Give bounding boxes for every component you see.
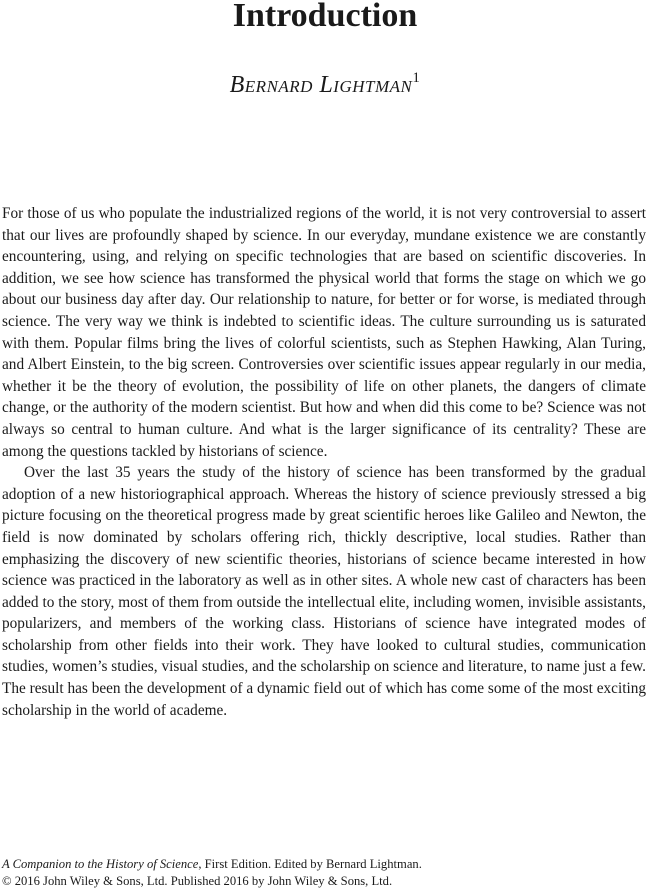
- chapter-title: Introduction: [232, 0, 418, 34]
- edition-line: [2, 856, 642, 873]
- chapter-body: [2, 203, 646, 721]
- author-name: Bernard Lightman: [229, 72, 413, 98]
- edition-note: , First Edition. Edited by Bernard Lightman.: [198, 857, 422, 871]
- footnote-marker: 1: [412, 70, 421, 86]
- body-paragraph-1: For those of us who populate the industrialized regions of the world, it is not very controversial to assert that our lives are profoundly shaped by science. In our everyday, mundane existence we are constantly encountering, using, and relying on specific technologies that are based on scientific discoveries. In addition, we see how science has transformed the physical world that forms the stage on which we go about our business day after day. Our relationship to nature, for better or for worse, is mediated through science. The very way we think is indebted to scientific ideas. The culture surrounding us is saturated with them. Popular films bring the lives of colorful scientists, such as Stephen Hawking, Alan Turing, and Albert Einstein, to the big screen. Controversies over scientific issues appear regularly in our media, whether it be the theory of evolution, the possibility of life on other planets, the dangers of climate change, or the authority of the modern scientist. But how and when did this come to be? Science was not always so central to human culture. And what is the larger significance of its centrality? These are among the questions tackled by historians of science.: [2, 205, 646, 460]
- publication-footer: [2, 856, 642, 890]
- copyright-line: © 2016 John Wiley & Sons, Ltd. Published 2016 by John Wiley & Sons, Ltd.: [2, 874, 393, 888]
- chapter-author: [0, 70, 650, 100]
- body-paragraph-2: Over the last 35 years the study of the history of science has been transformed by the gradual adoption of a new historiographical approach. Whereas the history of science previously stressed a big picture focusing on the theoretical progress made by great scientific heroes like Galileo and Newton, the field is now dominated by scholars offering rich, thickly descriptive, local studies. Rather than emphasizing the discovery of new scientific theories, historians of science became interested in how science was practiced in the laboratory as well as in other sites. A whole new cast of characters has been added to the story, most of them from outside the intellectual elite, including women, invisible assistants, popularizers, and members of the working class. Historians of science have integrated modes of scholarship from other fields into their work. They have looked to cultural studies, communication studies, women’s studies, visual studies, and the scholarship on science and literature, to name just a few. The result has been the development of a dynamic field out of which has come some of the most exciting scholarship in the world of academe.: [2, 464, 646, 719]
- book-title: A Companion to the History of Science: [2, 857, 199, 871]
